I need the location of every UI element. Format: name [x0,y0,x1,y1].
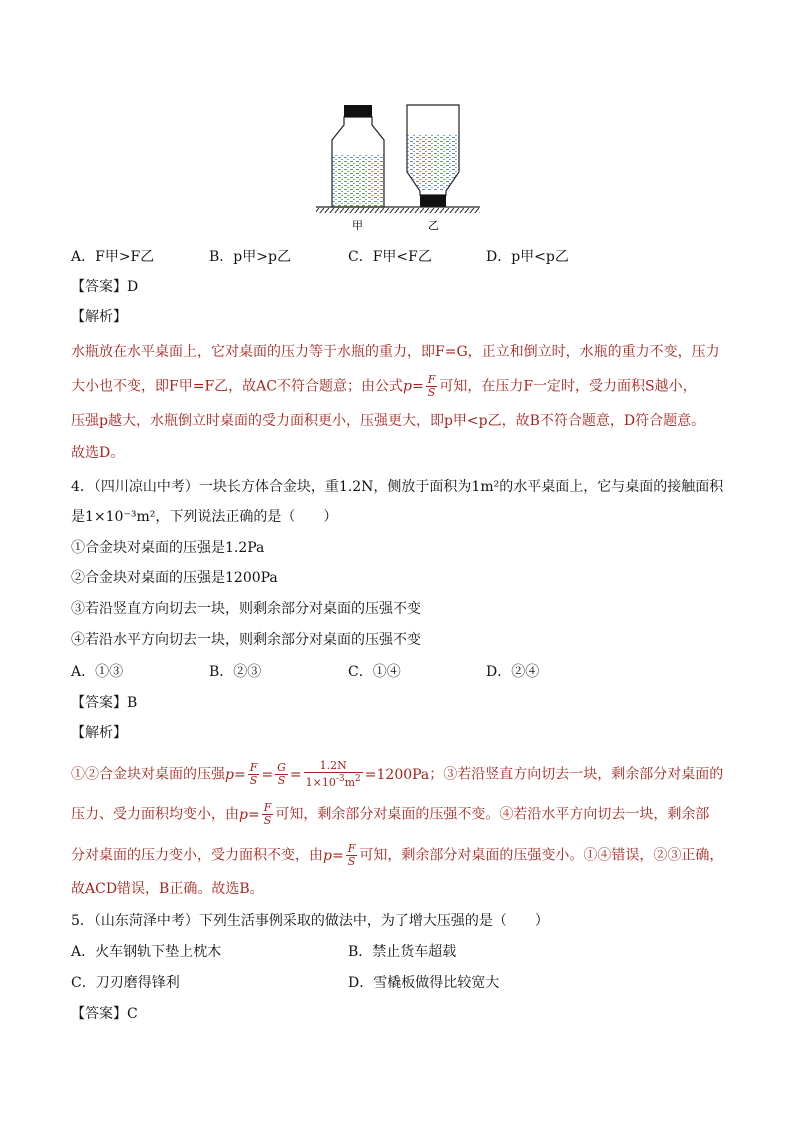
q4-analysis-line4: 故ACD错误，B正确。故选B。 [71,881,264,897]
q4-analysis-line2 [71,802,709,827]
q4-analysis-line1-b: ；③若沿竖直方向切去一块，剩余部分对桌面的 [429,766,724,783]
q3-option-b: B．p甲>p乙 [209,249,291,265]
q4-answer: 【答案】B [71,695,138,711]
q3-analysis-heading: 【解析】 [71,309,127,325]
q4-statement-4: ④若沿水平方向切去一块，则剩余部分对桌面的压强不变 [71,632,421,648]
q3-answer: 【答案】D [71,279,139,295]
q3-analysis-line3: 压强p越大，水瓶倒立时桌面的受力面积更小，压强更大，即p甲<p乙，故B不符合题意，D符合题意。 [71,413,706,429]
formula-pressure-calc: p= $\frac{F}{S}$ = $\frac{G}{S}$ = $\frac{1.2N}{1\times 10^{-3}m^2}$ =1200Pa [225,759,430,789]
q4-analysis-line2-a: 压力、受力面积均变小，由 [71,806,239,823]
bottle-yi [407,105,459,207]
q3-analysis-line2-b: 可知，在压力F一定时，受力面积S越小， [439,378,697,395]
bottle-cap-inverted [420,195,446,207]
q3-option-a: A．F甲>F乙 [71,249,155,265]
q4-statement-2: ②合金块对桌面的压强是1200Pa [71,570,278,586]
q3-analysis-line1: 水瓶放在水平桌面上，它对桌面的压力等于水瓶的重力，即F=G，正立和倒立时，水瓶的重力不变，压力 [71,344,720,360]
q4-analysis-line2-b: 可知，剩余部分对桌面的压强不变。④若沿水平方向切去一块，剩余部 [275,806,710,823]
q4-analysis-line3 [71,843,723,868]
q3-option-d: D．p甲<p乙 [486,249,569,265]
q5-option-a: A．火车钢轨下垫上枕木 [71,944,222,960]
q5-option-c: C．刀刃磨得锋利 [71,975,180,991]
label-yi: 乙 [428,219,439,232]
q5-stem: 5．（山东菏泽中考）下列生活事例采取的做法中，为了增大压强的是（ ） [71,913,549,929]
q3-option-c: C．F甲<F乙 [348,249,432,265]
q4-analysis-heading: 【解析】 [71,725,127,741]
bottles-figure [314,100,484,236]
q4-stem-line1: 4．（四川凉山中考）一块长方体合金块，重1.2N，侧放于面积为1m²的水平桌面上，它与桌面的接触面积 [71,479,724,495]
fraction-f-over-s: $\frac{F}{S}$ [427,373,436,399]
q5-option-b: B．禁止货车超载 [348,944,457,960]
formula-p-f-s-3: p= $\frac{F}{S}$ [323,842,356,868]
q4-analysis-line3-a: 分对桌面的压力变小，受力面积不变，由 [71,847,323,864]
q4-option-a: A．①③ [71,664,124,680]
bottle-jia [332,105,384,207]
bottle-cap [344,105,372,117]
label-jia: 甲 [352,219,363,232]
q5-option-d: D．雪橇板做得比较宽大 [348,975,500,991]
q4-stem-line2: 是1×10⁻³m²，下列说法正确的是（ ） [71,509,338,525]
q3-analysis-line2 [71,374,697,399]
q4-option-d: D．②④ [486,664,540,680]
q4-analysis-line1-a: ①②合金块对桌面的压强 [71,766,225,783]
q3-analysis-line2-a: 大小也不变，即F甲=F乙，故AC不符合题意；由公式 [71,378,403,395]
q3-analysis-line4: 故选D。 [71,445,125,461]
q4-option-c: C．①④ [348,664,401,680]
q4-option-b: B．②③ [209,664,262,680]
formula-p-f-s-2: p= $\frac{F}{S}$ [239,801,272,827]
q5-answer: 【答案】C [71,1006,138,1022]
formula-p-eq: p= [402,378,424,395]
q4-analysis-line3-b: 可知，剩余部分对桌面的压强变小。①④错误，②③正确， [359,847,724,864]
q4-statement-1: ①合金块对桌面的压强是1.2Pa [71,540,265,556]
q4-statement-3: ③若沿竖直方向切去一块，则剩余部分对桌面的压强不变 [71,601,421,617]
q4-analysis-line1 [71,760,723,789]
